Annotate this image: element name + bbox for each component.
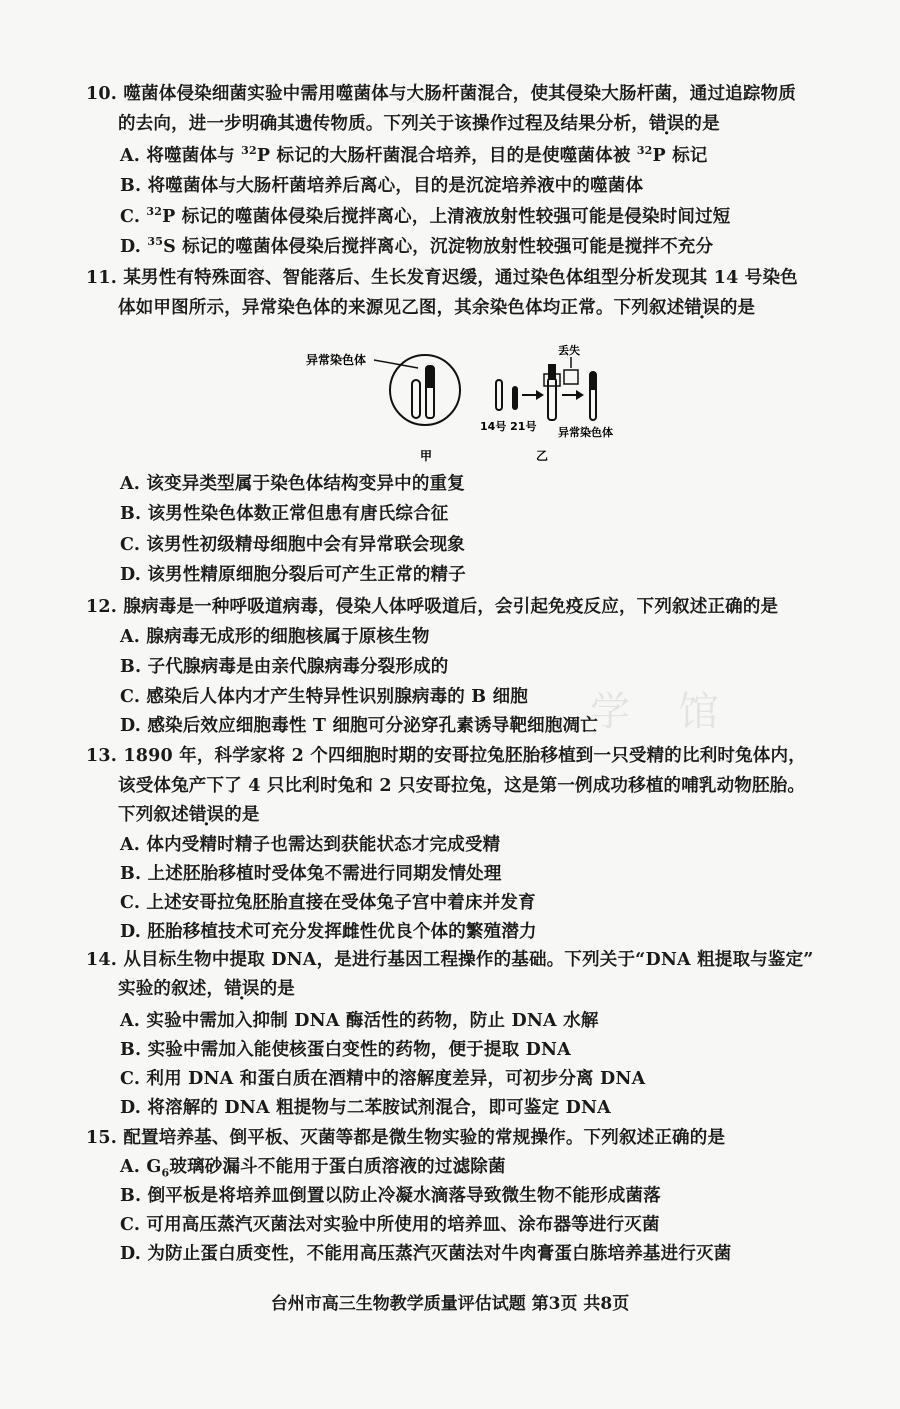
q13-option-b: B. 上述胚胎移植时受体兔不需进行同期发情处理	[120, 864, 502, 884]
q14-emph: 错误	[224, 979, 260, 999]
fig-label-yi: 乙	[536, 449, 549, 463]
q13-stem-3b: 的是	[224, 805, 260, 825]
chromosome-diagram	[300, 340, 660, 470]
q13-emph: 错误	[188, 805, 225, 825]
q10-a-pre: A. 将噬菌体与	[120, 146, 242, 166]
chromosome-figure	[300, 340, 660, 474]
q10-option-c	[120, 205, 730, 229]
fused-chromosome	[548, 378, 556, 420]
q14-option-c: C. 利用 DNA 和蛋白质在酒精中的溶解度差异，可初步分离 DNA	[120, 1069, 646, 1089]
q10-stem-2b: 的是	[684, 114, 720, 134]
q13-stem-1: 1890 年，科学家将 2 个四细胞时期的安哥拉兔胚胎移植到一只受精的比利时兔体内，	[123, 746, 806, 766]
q12-stem-text: 腺病毒是一种呼吸道病毒，侵染人体呼吸道后，会引起免疫反应，下列叙述正确的是	[123, 597, 779, 617]
q12-number: 12.	[86, 597, 118, 617]
q14-option-b: B. 实验中需加入能使核蛋白变性的药物，便于提取 DNA	[120, 1040, 571, 1060]
q11-option-b: B. 该男性染色体数正常但患有唐氏综合征	[120, 504, 449, 524]
q10-number: 10.	[86, 84, 118, 104]
fig-label-lost: 丢失	[558, 344, 580, 357]
fig-label-abnormal: 异常染色体	[306, 353, 367, 367]
q14-option-a: A. 实验中需加入抑制 DNA 酶活性的药物，防止 DNA 水解	[120, 1011, 599, 1031]
q11-option-d: D. 该男性精原细胞分裂后可产生正常的精子	[120, 565, 466, 585]
q15-a-post: 玻璃砂漏斗不能用于蛋白质溶液的过滤除菌	[169, 1157, 506, 1177]
q10-stem-line1	[86, 82, 796, 106]
q13-option-d: D. 胚胎移植技术可充分发挥雌性优良个体的繁殖潜力	[120, 922, 537, 942]
q14-option-d: D. 将溶解的 DNA 粗提物与二苯胺试剂混合，即可鉴定 DNA	[120, 1098, 611, 1118]
q10-d-post: S 标记的噬菌体侵染后搅拌离心，沉淀物放射性较强可能是搅拌不充分	[163, 237, 714, 257]
q10-a-post: P 标记	[652, 146, 708, 166]
q10-a-sup2: 32	[636, 144, 653, 158]
q14-stem-1: 从目标生物中提取 DNA，是进行基因工程操作的基础。下列关于“DNA 粗提取与鉴定”	[123, 950, 814, 970]
q10-d-pre: D.	[120, 237, 148, 257]
q13-stem-line1	[86, 744, 806, 768]
q11-stem-1: 某男性有特殊面容、智能落后、生长发育迟缓，通过染色体组型分析发现其 14 号染色	[123, 268, 798, 288]
q15-stem	[86, 1126, 725, 1150]
fig-label-jia: 甲	[420, 449, 433, 463]
q15-a-sub: 6	[161, 1166, 170, 1180]
abnormal-chromosome-dark	[426, 366, 434, 388]
q15-option-c: C. 可用高压蒸汽灭菌法对实验中所使用的培养皿、涂布器等进行灭菌	[120, 1215, 660, 1235]
q10-a-mid: P 标记的大肠杆菌混合培养，目的是使噬菌体被	[256, 146, 637, 166]
q10-option-a	[120, 144, 708, 168]
chromosome-14	[496, 380, 502, 410]
q10-d-sup: 35	[147, 235, 164, 249]
chromosome-21	[512, 386, 518, 410]
q11-option-a: A. 该变异类型属于染色体结构变异中的重复	[120, 474, 465, 494]
q15-option-b: B. 倒平板是将培养皿倒置以防止冷凝水滴落导致微生物不能形成菌落	[120, 1186, 661, 1206]
q11-number: 11.	[86, 268, 118, 288]
result-chromosome-dark	[590, 372, 596, 390]
q13-option-c: C. 上述安哥拉兔胚胎直接在受体兔子宫中着床并发育	[120, 893, 536, 913]
q10-option-b: B. 将噬菌体与大肠杆菌培养后离心，目的是沉淀培养液中的噬菌体	[120, 176, 644, 196]
arrow-2-head	[576, 390, 584, 400]
page-footer: 台州市高三生物教学质量评估试题 第3页 共8页	[270, 1294, 630, 1314]
q15-option-d: D. 为防止蛋白质变性，不能用高压蒸汽灭菌法对牛肉膏蛋白胨培养基进行灭菌	[120, 1244, 732, 1264]
q10-c-post: P 标记的噬菌体侵染后搅拌离心，上清液放射性较强可能是侵染时间过短	[162, 207, 731, 227]
q11-stem-2a: 体如甲图所示，异常染色体的来源见乙图，其余染色体均正常。下列叙述	[118, 298, 685, 318]
fig-label-abnormal-2: 异常染色体	[558, 426, 613, 439]
q14-number: 14.	[86, 950, 118, 970]
q14-stem-line1	[86, 948, 814, 972]
fig-label-14-21: 14号 21号	[480, 420, 537, 433]
q11-stem-2b: 的是	[719, 298, 756, 318]
fused-chromosome-dark	[548, 364, 556, 380]
fig-pointer-line	[374, 360, 418, 368]
q10-stem-line2	[118, 112, 720, 136]
lost-box	[564, 370, 578, 384]
q15-number: 15.	[86, 1128, 118, 1148]
q13-stem-line3	[118, 803, 260, 827]
q10-stem-2a: 的去向，进一步明确其遗传物质。下列关于该操作过程及结果分析，	[118, 114, 649, 134]
q14-stem-2b: 的是	[259, 979, 296, 999]
q12-option-a: A. 腺病毒无成形的细胞核属于原核生物	[120, 627, 430, 647]
q10-c-pre: C.	[120, 207, 147, 227]
q10-c-sup: 32	[146, 205, 163, 219]
watermark: 学 馆	[590, 689, 737, 735]
q14-stem-line2	[118, 977, 295, 1001]
q12-option-d: D. 感染后效应细胞毒性 T 细胞可分泌穿孔素诱导靶细胞凋亡	[120, 716, 598, 736]
arrow-1-head	[536, 390, 544, 400]
q11-stem-line1	[86, 266, 798, 290]
q10-option-d	[120, 235, 713, 259]
q13-option-a: A. 体内受精时精子也需达到获能状态才完成受精	[120, 835, 501, 855]
q11-stem-line2	[118, 296, 755, 320]
q12-stem	[86, 595, 778, 619]
q12-option-c: C. 感染后人体内才产生特异性识别腺病毒的 B 细胞	[120, 687, 528, 707]
q10-a-sup: 32	[241, 144, 257, 158]
q13-stem-3a: 下列叙述	[118, 805, 189, 825]
q10-stem-1: 噬菌体侵染细菌实验中需用噬菌体与大肠杆菌混合，使其侵染大肠杆菌，通过追踪物质	[123, 84, 796, 104]
q15-option-a	[120, 1155, 506, 1179]
q11-emph: 错误	[684, 298, 720, 318]
q15-a-pre: A. G	[120, 1157, 162, 1177]
q14-stem-2a: 实验的叙述，	[118, 979, 225, 999]
q13-stem-line2: 该受体兔产下了 4 只比利时兔和 2 只安哥拉兔，这是第一例成功移植的哺乳动物胚胎。	[118, 776, 806, 796]
normal-chromosome-14	[412, 380, 420, 418]
q15-stem-text: 配置培养基、倒平板、灭菌等都是微生物实验的常规操作。下列叙述正确的是	[123, 1128, 726, 1148]
q11-option-c: C. 该男性初级精母细胞中会有异常联会现象	[120, 535, 466, 555]
q13-number: 13.	[86, 746, 118, 766]
q10-emph: 错误	[649, 114, 685, 134]
q12-option-b: B. 子代腺病毒是由亲代腺病毒分裂形成的	[120, 657, 449, 677]
